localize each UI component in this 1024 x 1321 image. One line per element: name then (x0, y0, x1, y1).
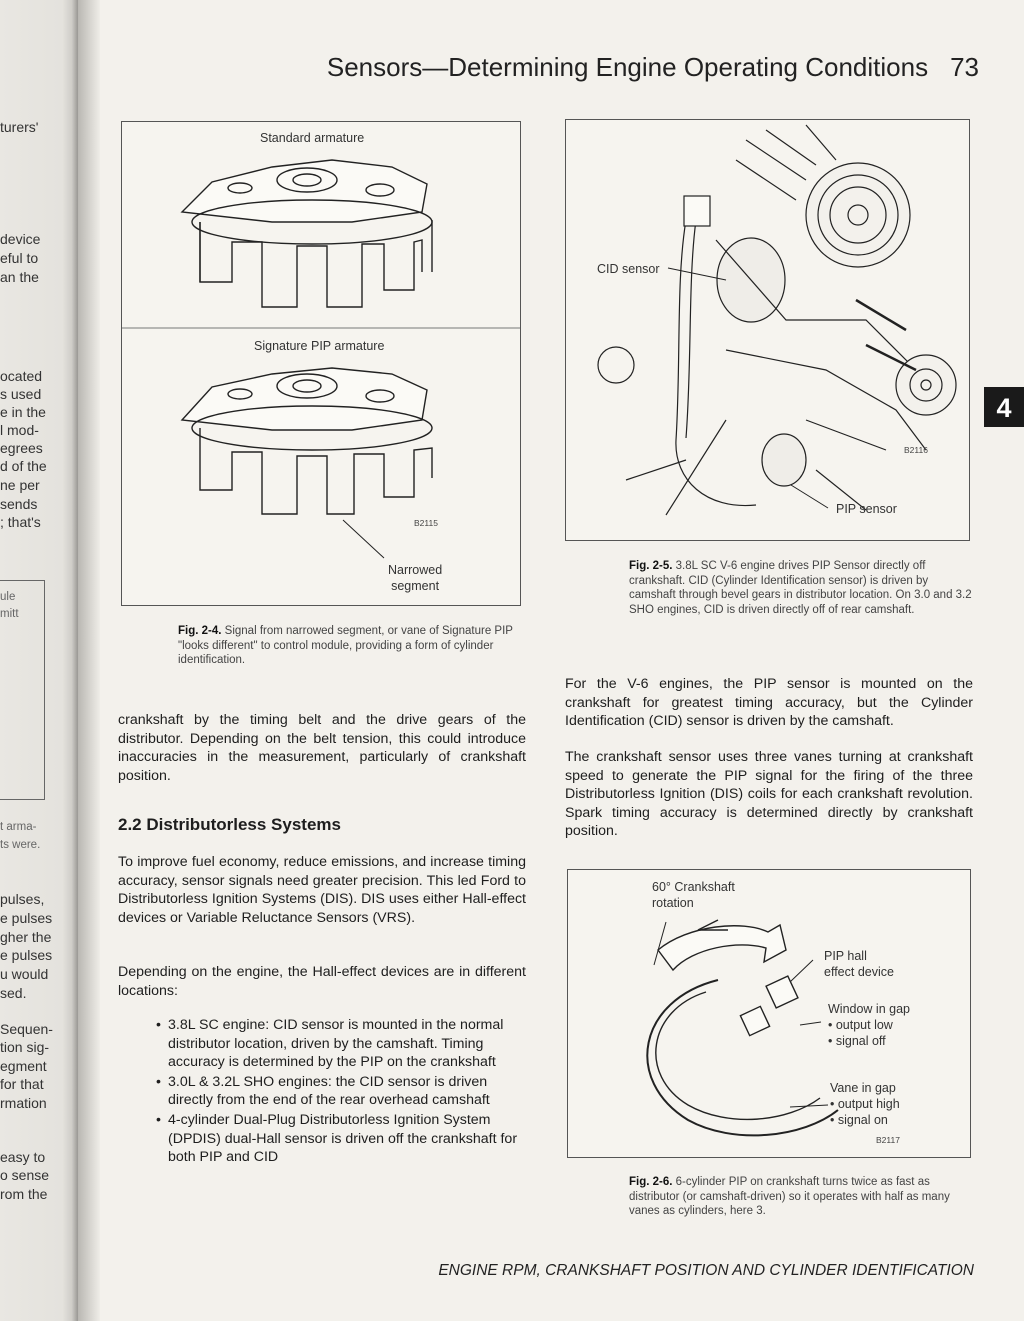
left-page-text-fragment: ne per (0, 477, 40, 493)
label-narrowed-segment: Narrowed segment (388, 563, 443, 593)
section-heading: 2.2 Distributorless Systems (118, 815, 341, 834)
figure-2-5 (565, 119, 970, 541)
paragraph-continued: crankshaft by the timing belt and the drive gears of the distributor. Depending on the belt tension, this could introduce inaccuracies in the measurement, particularly of crankshaft position. (118, 712, 526, 784)
paragraph-fuel-economy: To improve fuel economy, reduce emissions, and increase timing accuracy, sensor signals need greater precision. This led Ford to Distributorless Ignition Systems (DIS). DIS uses either Hall-effect devices or Variable Reluctance Sensors (VRS). (118, 854, 526, 926)
caption-number: Fig. 2-5. (629, 560, 673, 572)
page-number: 73 (950, 52, 979, 82)
left-page-text-fragment: egment (0, 1058, 47, 1074)
caption-text: Signal from narrowed segment, or vane of Signature PIP "looks different" to control module, providing a form of cylinder identification. (178, 625, 513, 666)
left-page-text-fragment: rom the (0, 1186, 48, 1202)
paragraph-hall-locations: Depending on the engine, the Hall-effect devices are in different locations: (118, 964, 526, 999)
armature-drawings (122, 122, 520, 605)
left-page-text-fragment: gher the (0, 929, 52, 945)
chapter-tab: 4 (984, 387, 1024, 427)
left-page-text-fragment: eful to (0, 250, 39, 266)
left-page-text-fragment: o sense (0, 1167, 50, 1183)
left-page-text-fragment: tion sig- (0, 1039, 50, 1055)
caption-number: Fig. 2-6. (629, 1176, 673, 1188)
engine-drawing (566, 120, 969, 540)
label-pip-sensor: PIP sensor (836, 502, 897, 516)
left-page-text-fragment: an the (0, 269, 39, 285)
label-vane-in-gap: Vane in gap • output high • signal on (830, 1081, 900, 1127)
left-page-text-fragment: e pulses (0, 910, 53, 926)
left-page-text-fragment: d of the (0, 458, 47, 474)
bullet-item: • 4-cylinder Dual-Plug Distributorless Ignition System (DPDIS) dual-Hall sensor is driven off the crankshaft for both PIP and CID (156, 1111, 526, 1167)
left-page-text-fragment: ule (0, 591, 16, 603)
figure-code: B2117 (876, 1135, 900, 1145)
caption-fig-2-6 (629, 1175, 974, 1219)
caption-text: 3.8L SC V-6 engine drives PIP Sensor directly off crankshaft. CID (Cylinder Identification sensor) is driven by camshaft through bevel gears in distributor location. On 3.0 and 3.2 SHO engines, CID is driven directly off of rear camshaft. (629, 560, 972, 616)
left-page-text-fragment: ; that's (0, 514, 41, 530)
paragraph-crankshaft-sensor: The crankshaft sensor uses three vanes turning at crankshaft speed to generate the PIP signal for the firing of the three Distributorless Ignition (DIS) coils for each crankshaft revolution. Spark timing accuracy is determined directly by crankshaft position. (565, 749, 973, 840)
caption-text: 6-cylinder PIP on crankshaft turns twice as fast as distributor (or camshaft-driven) so it operates with half as many vanes as cylinders, here 3. (629, 1176, 950, 1217)
bullet-item: • 3.0L & 3.2L SHO engines: the CID sensor is driven directly from the end of the rear overhead camshaft (156, 1073, 526, 1110)
caption-fig-2-4 (178, 624, 526, 668)
label-standard-armature: Standard armature (260, 131, 365, 145)
gutter-shadow (78, 0, 100, 1321)
left-page-text-fragment: easy to (0, 1149, 46, 1165)
paragraph-v6-engines: For the V-6 engines, the PIP sensor is mounted on the crankshaft for greatest timing accuracy, but the Cylinder Identification (CID) sensor is driven by the camshaft. (565, 676, 973, 730)
bullet-list (156, 1016, 526, 1168)
page-footer: ENGINE RPM, CRANKSHAFT POSITION AND CYLINDER IDENTIFICATION (438, 1262, 974, 1279)
left-page-text-fragment: e in the (0, 404, 46, 420)
left-page-text-fragment: t arma- (0, 821, 37, 833)
left-page-text-fragment: u would (0, 966, 49, 982)
caption-fig-2-5 (629, 559, 974, 617)
left-page-text-fragment: sed. (0, 985, 27, 1001)
left-page-text-fragment: sends (0, 496, 38, 512)
left-page-text-fragment: ts were. (0, 839, 41, 851)
label-window-in-gap: Window in gap • output low • signal off (828, 1002, 910, 1048)
label-pip-hall-effect: PIP hall effect device (824, 949, 894, 979)
figure-code: B2115 (414, 518, 438, 528)
header-title: Sensors—Determining Engine Operating Conditions (326, 52, 929, 82)
left-page-text-fragment: mitt (0, 608, 19, 620)
label-crankshaft-rotation: 60° Crankshaft rotation (652, 880, 735, 910)
left-page-text-fragment: for that (0, 1076, 44, 1092)
left-page-text-fragment: device (0, 231, 41, 247)
left-page-text-fragment: egrees (0, 440, 43, 456)
figure-2-6 (567, 869, 971, 1158)
caption-number: Fig. 2-4. (178, 625, 222, 637)
left-page-text-fragment: pulses, (0, 891, 45, 907)
left-page-text-fragment: Sequen- (0, 1021, 53, 1037)
left-page-text-fragment: rmation (0, 1095, 47, 1111)
left-page-text-fragment: e pulses (0, 947, 53, 963)
left-page-text-fragment: s used (0, 386, 42, 402)
page-header (327, 52, 979, 83)
label-cid-sensor: CID sensor (597, 262, 660, 276)
left-page-text-fragment: turers' (0, 119, 39, 135)
label-signature-pip-armature: Signature PIP armature (254, 339, 385, 353)
figure-code: B2116 (904, 445, 928, 455)
left-page-text-fragment: ocated (0, 368, 43, 384)
figure-2-4 (121, 121, 521, 606)
bullet-item: • 3.8L SC engine: CID sensor is mounted in the normal distributor location, driven by the camshaft. Timing accuracy is determined by the PIP on the crankshaft (156, 1016, 526, 1072)
left-page-box-edge (0, 580, 45, 800)
left-page-text-fragment: l mod- (0, 422, 39, 438)
